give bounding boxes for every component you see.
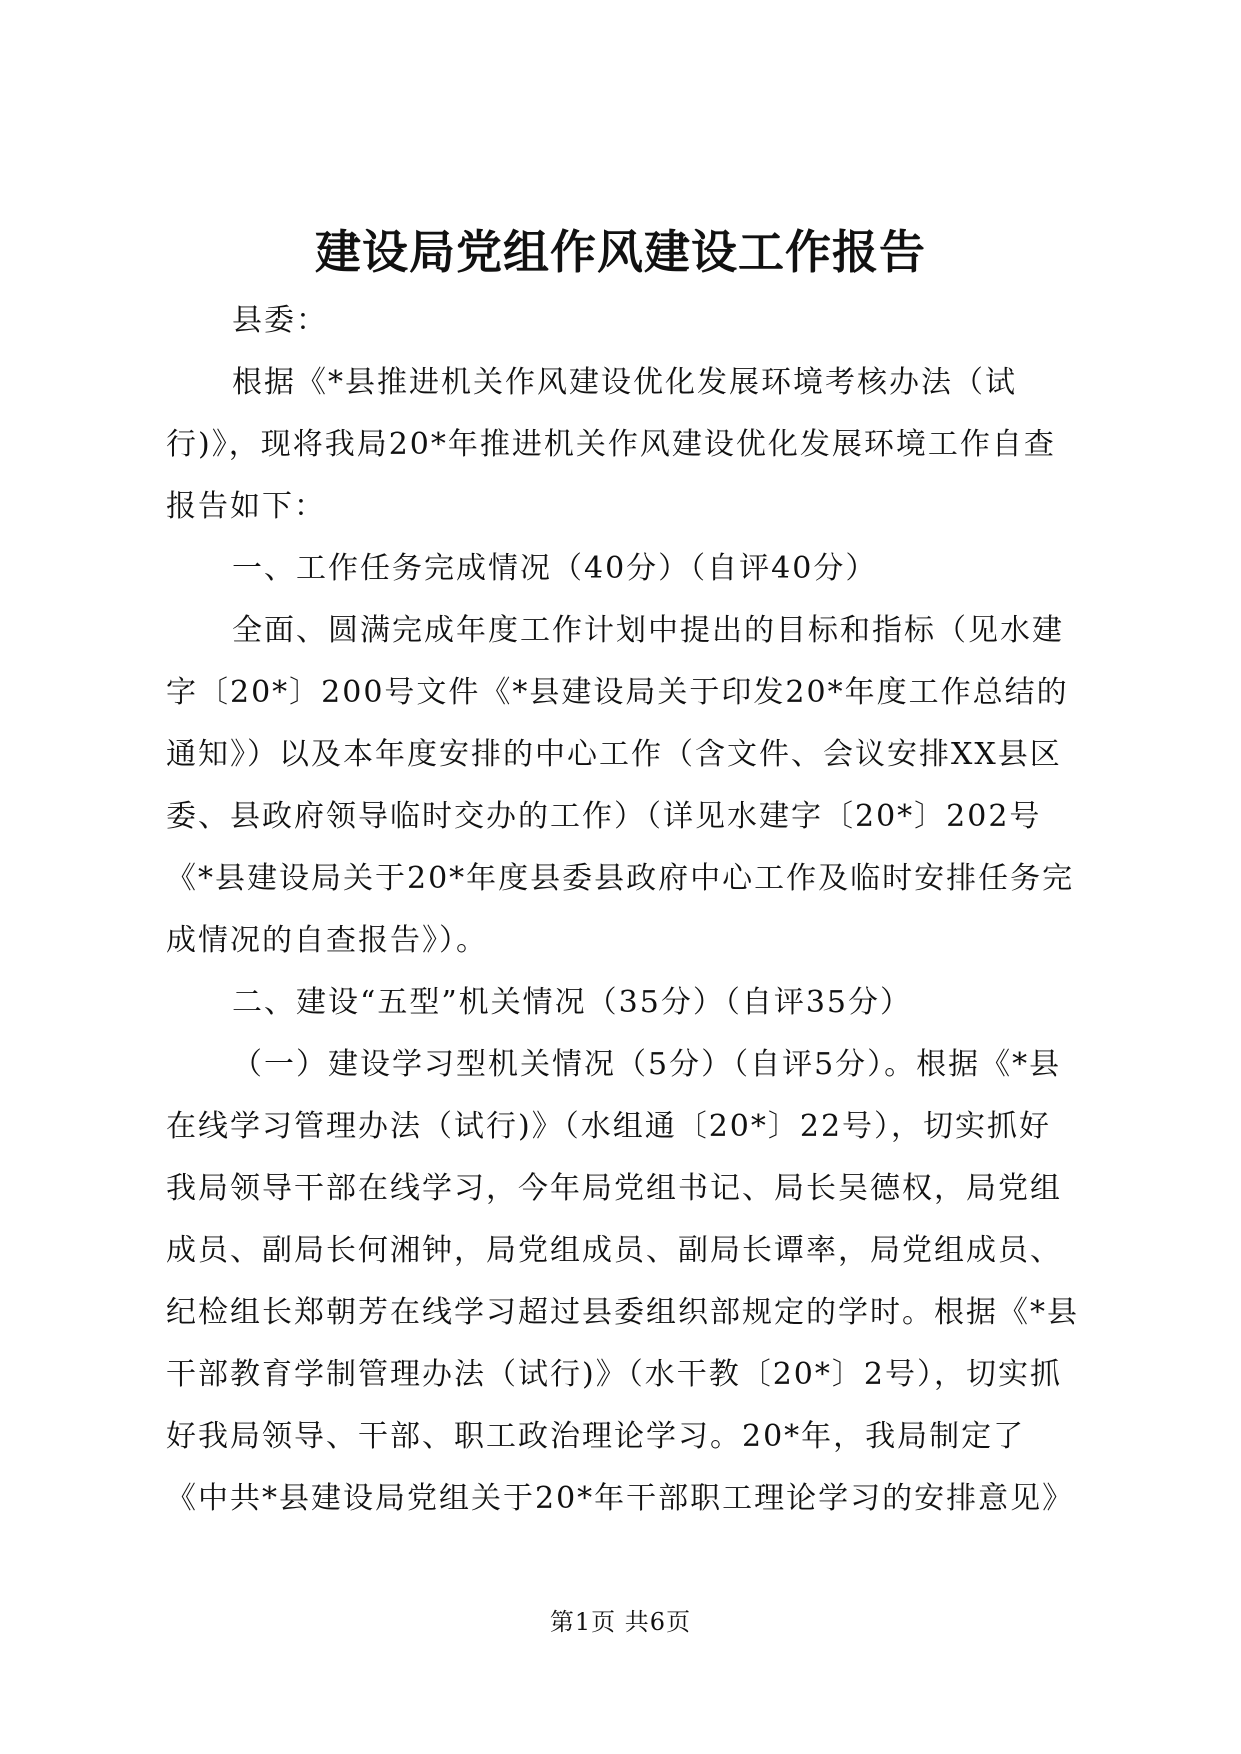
salutation: 县委： [232,303,328,338]
page-number-footer: 第1页 共6页 [549,1608,692,1636]
paragraph-learning-organization: （一）建设学习型机关情况（5分）（自评5分）。根据《*县在线学习管理办法（试行)》（水组通〔20*〕22号），切实抓好我局领导干部在线学习，今年局党组书记、局长吴德权，局党组成员、副局长何湘钟，局党组成员、副局长谭率，局党组成员、纪检组长郑朝芳在线学习超过县委组织部规定的学时。根据《*县干部教育学制管理办法（试行)》（水干教〔20*〕2号），切实抓好我局领导、干部、职工政治理论学习。20*年，我局制定了《中共*县建设局党组关于20*年干部职工理论学习的安排意见》 [166,1047,1079,1516]
section-heading-2: 二、建设“五型”机关情况（35分）（自评35分） [232,985,913,1020]
paragraph-intro: 根据《*县推进机关作风建设优化发展环境考核办法（试行)》，现将我局20*年推进机关作风建设优化发展环境工作自查报告如下： [166,365,1056,524]
section-heading-1: 一、工作任务完成情况（40分）（自评40分） [232,551,878,586]
document-title: 建设局党组作风建设工作报告 [315,225,926,279]
paragraph-task-completion: 全面、圆满完成年度工作计划中提出的目标和指标（见水建字〔20*〕200号文件《*县建设局关于印发20*年度工作总结的通知》）以及本年度安排的中心工作（含文件、会议安排XX县区委、县政府领导临时交办的工作）（详见水建字〔20*〕202号《*县建设局关于20*年度县委县政府中心工作及临时安排任务完成情况的自查报告》）。 [166,613,1075,958]
document-body [166,290,1082,1530]
